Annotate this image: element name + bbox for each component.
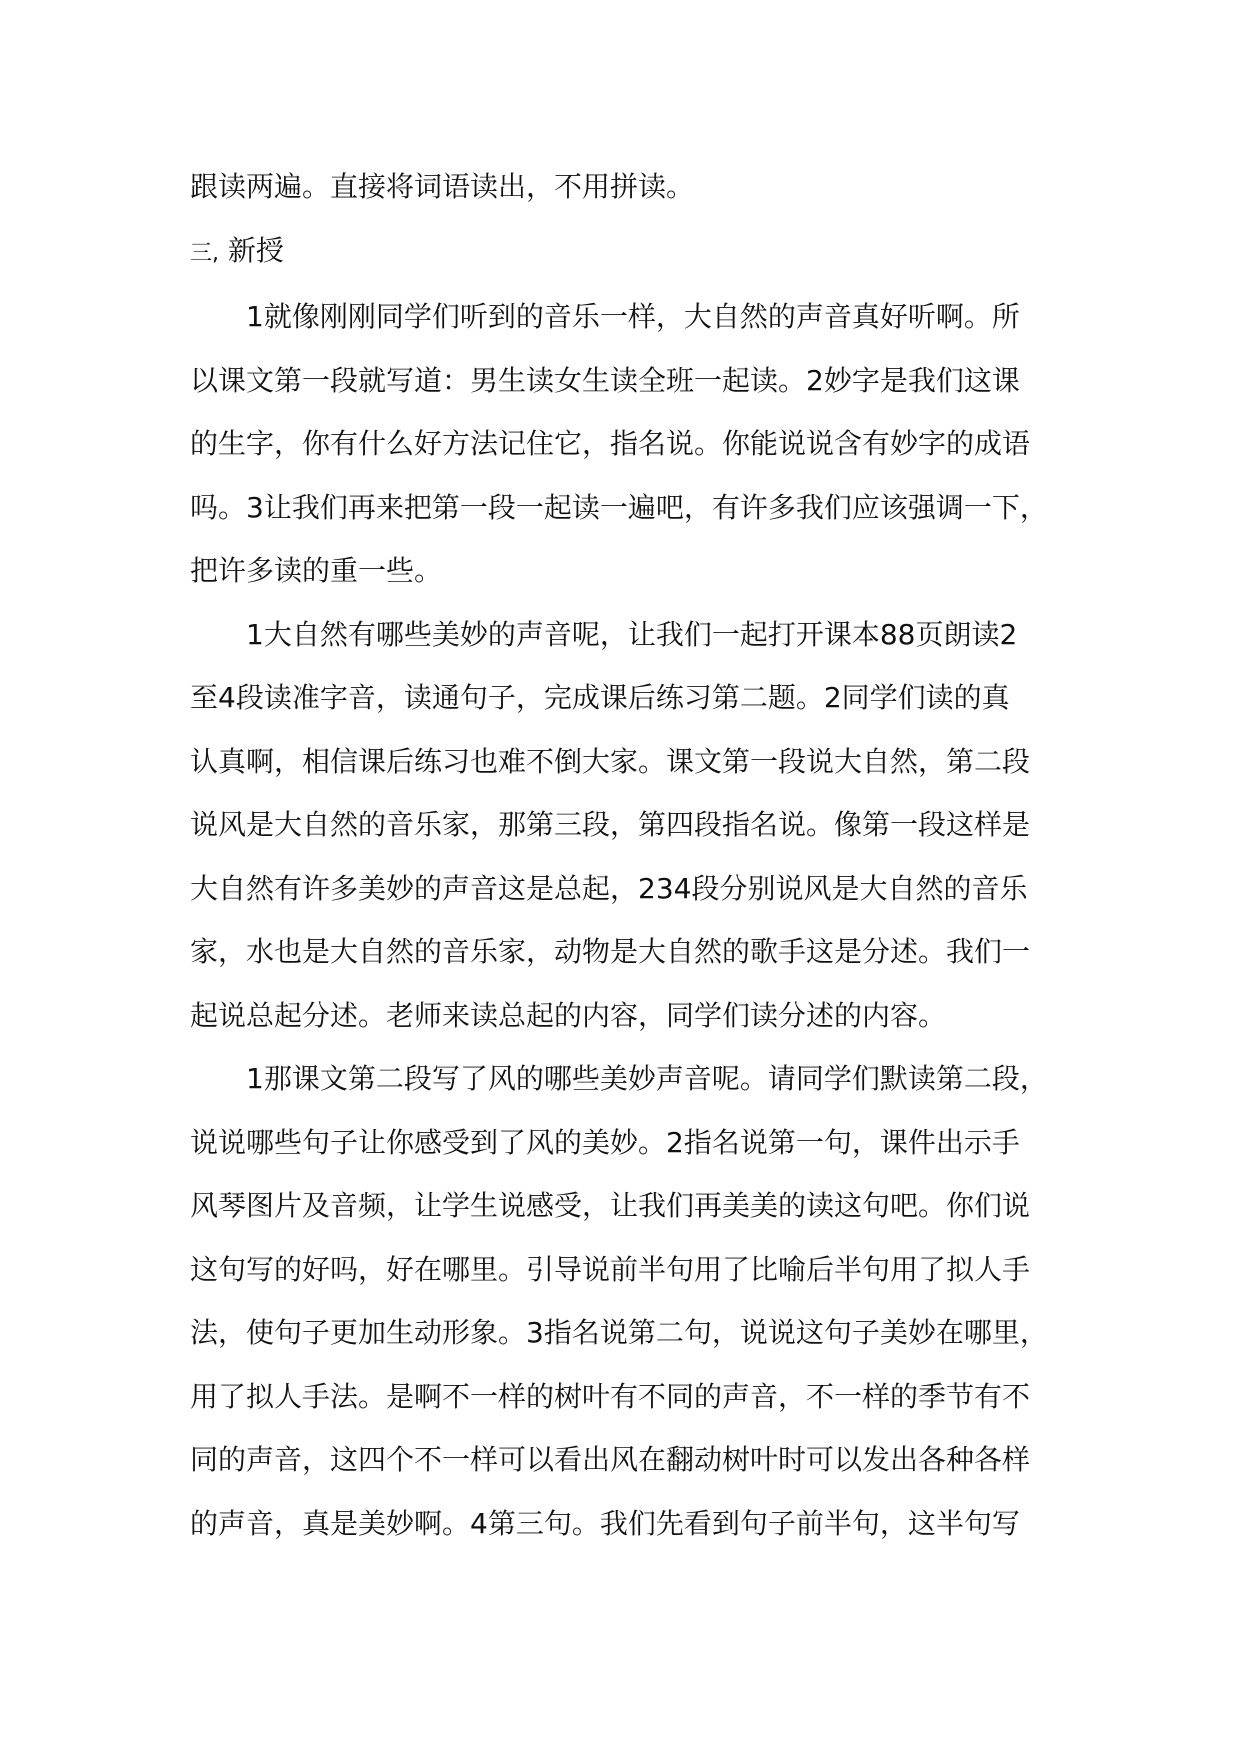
text-line: 认真啊，相信课后练习也难不倒大家。课文第一段说大自然，第二段 bbox=[190, 744, 1031, 778]
text-line: 这句写的好吗，好在哪里。引导说前半句用了比喻后半句用了拟人手 bbox=[190, 1252, 1031, 1286]
text-line: 把许多读的重一些。 bbox=[190, 554, 443, 587]
paragraph-2 bbox=[190, 603, 1060, 1048]
text-line: 至4段读准字音，读通句子，完成课后练习第二题。2同学们读的真 bbox=[190, 681, 1010, 714]
paragraph-1 bbox=[190, 285, 1060, 603]
text-line: 的生字，你有什么好方法记住它，指名说。你能说说含有妙字的成语 bbox=[190, 427, 1031, 460]
text-line: 吗。3让我们再来把第一段一起读一遍吧，有许多我们应该强调一下， bbox=[190, 490, 1048, 524]
text-line: 用了拟人手法。是啊不一样的树叶有不同的声音，不一样的季节有不 bbox=[190, 1379, 1031, 1413]
text-line: 1大自然有哪些美妙的声音呢，让我们一起打开课本88页朗读2 bbox=[246, 617, 1018, 651]
text-line: 家，水也是大自然的音乐家，动物是大自然的歌手这是分述。我们一 bbox=[190, 935, 1031, 968]
section-heading bbox=[190, 219, 1060, 286]
paragraph-0 bbox=[190, 155, 1060, 219]
text-line: 大自然有许多美妙的声音这是总起，234段分别说风是大自然的音乐 bbox=[190, 871, 1028, 905]
text-line: 说风是大自然的音乐家，那第三段，第四段指名说。像第一段这样是 bbox=[190, 808, 1031, 841]
text-line: 跟读两遍。直接将词语读出，不用拼读。 bbox=[190, 170, 695, 203]
section-number: 三, bbox=[190, 240, 219, 266]
text-line: 风琴图片及音频，让学生说感受，让我们再美美的读这句吧。你们说 bbox=[190, 1189, 1031, 1222]
text-line: 1就像刚刚同学们听到的音乐一样，大自然的声音真好听啊。所 bbox=[246, 300, 1020, 333]
text-line: 起说总起分述。老师来读总起的内容，同学们读分述的内容。 bbox=[190, 998, 947, 1032]
text-line: 法，使句子更加生动形象。3指名说第二句，说说这句子美妙在哪里， bbox=[190, 1316, 1048, 1349]
text-line: 说说哪些句子让你感受到了风的美妙。2指名说第一句，课件出示手 bbox=[190, 1125, 1020, 1159]
text-line: 的声音，真是美妙啊。4第三句。我们先看到句子前半句，这半句写 bbox=[190, 1506, 1020, 1540]
paragraph-3 bbox=[190, 1047, 1060, 1555]
text-line: 同的声音，这四个不一样可以看出风在翻动树叶时可以发出各种各样 bbox=[190, 1443, 1031, 1476]
document-body bbox=[190, 155, 1060, 1555]
text-line: 以课文第一段就写道：男生读女生读全班一起读。2妙字是我们这课 bbox=[190, 363, 1020, 397]
text-line: 1那课文第二段写了风的哪些美妙声音呢。请同学们默读第二段， bbox=[246, 1062, 1048, 1095]
section-title: 新授 bbox=[219, 233, 284, 267]
